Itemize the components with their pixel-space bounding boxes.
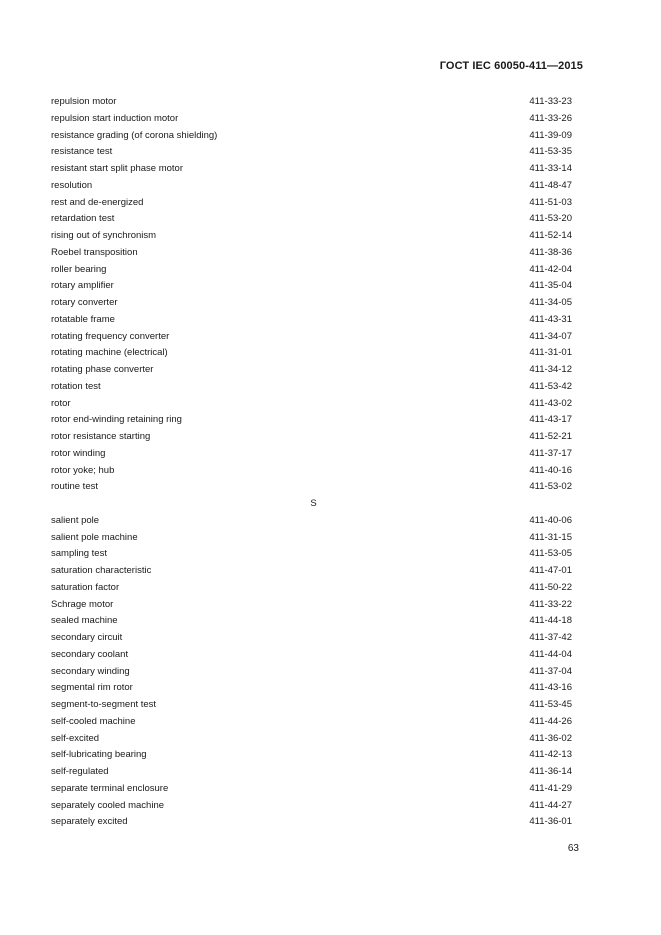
- index-term: separately cooled machine: [51, 799, 165, 811]
- index-entry: [51, 764, 572, 781]
- index-term: rest and de-energized: [51, 196, 144, 208]
- index-code: 411-34-07: [529, 330, 572, 342]
- index-term: retardation test: [51, 213, 115, 225]
- index-term: rotary amplifier: [51, 280, 114, 292]
- index-entry: [51, 630, 572, 647]
- index-code: 411-37-17: [529, 447, 572, 459]
- index-term: self-regulated: [51, 766, 109, 777]
- index-term: segmental rim rotor: [51, 682, 133, 694]
- index-code: 411-44-27: [529, 799, 572, 811]
- index-entry: [51, 379, 572, 396]
- index-entry: [51, 664, 572, 681]
- index-list: [51, 94, 572, 831]
- index-code: 411-38-36: [529, 246, 572, 258]
- index-code: 411-53-42: [529, 380, 572, 392]
- index-term: separate terminal enclosure: [51, 782, 169, 794]
- index-term: rotary converter: [51, 297, 118, 308]
- index-entry: [51, 446, 572, 463]
- index-term: self-cooled machine: [51, 715, 136, 727]
- index-entry: [51, 814, 572, 831]
- index-entry: [51, 731, 572, 748]
- index-section-r: [51, 94, 572, 496]
- index-code: 411-31-15: [529, 531, 572, 543]
- index-term: sampling test: [51, 548, 107, 560]
- index-term: rotating machine (electrical): [51, 347, 168, 359]
- index-term: Roebel transposition: [51, 246, 138, 258]
- index-term: rotor winding: [51, 447, 106, 459]
- index-code: 411-41-29: [529, 782, 572, 794]
- index-entry: [51, 329, 572, 346]
- index-term: saturation factor: [51, 581, 120, 593]
- index-entry: [51, 530, 572, 547]
- index-entry: [51, 362, 572, 379]
- index-entry: [51, 714, 572, 731]
- index-entry: [51, 513, 572, 530]
- index-code: 411-31-01: [529, 347, 572, 359]
- index-term: segment-to-segment test: [51, 699, 157, 710]
- index-code: 411-42-04: [529, 263, 572, 275]
- index-code: 411-33-26: [529, 112, 572, 124]
- index-entry: [51, 245, 572, 262]
- index-entry: [51, 228, 572, 245]
- index-entry: [51, 396, 572, 413]
- index-term: rotating phase converter: [51, 364, 154, 375]
- index-entry: [51, 781, 572, 798]
- index-entry: [51, 94, 572, 111]
- index-entry: [51, 278, 572, 295]
- index-code: 411-52-21: [529, 431, 572, 442]
- index-term: resistance test: [51, 146, 113, 158]
- index-term: repulsion start induction motor: [51, 112, 179, 124]
- index-code: 411-34-12: [529, 364, 572, 375]
- index-entry: [51, 161, 572, 178]
- index-code: 411-40-06: [529, 514, 572, 526]
- index-entry: [51, 295, 572, 312]
- index-code: 411-48-47: [529, 179, 572, 191]
- index-term: salient pole machine: [51, 531, 138, 543]
- index-code: 411-43-17: [529, 414, 572, 426]
- index-term: secondary winding: [51, 665, 130, 677]
- index-entry: [51, 798, 572, 815]
- index-code: 411-44-26: [529, 715, 572, 727]
- index-entry: [51, 412, 572, 429]
- index-entry: [51, 144, 572, 161]
- index-entry: [51, 312, 572, 329]
- index-entry: [51, 546, 572, 563]
- index-term: secondary circuit: [51, 632, 123, 643]
- index-term: resistant start split phase motor: [51, 163, 183, 174]
- index-entry: [51, 211, 572, 228]
- index-entry: [51, 111, 572, 128]
- index-term: resistance grading (of corona shielding): [51, 129, 218, 141]
- index-code: 411-44-04: [529, 648, 572, 660]
- index-term: rotor yoke; hub: [51, 464, 115, 476]
- index-term: rotation test: [51, 380, 101, 392]
- index-entry: [51, 580, 572, 597]
- index-code: 411-42-13: [529, 749, 572, 761]
- index-code: 411-43-02: [529, 397, 572, 409]
- index-term: roller bearing: [51, 263, 107, 275]
- index-code: 411-35-04: [529, 280, 572, 292]
- index-term: separately excited: [51, 816, 128, 828]
- index-term: rising out of synchronism: [51, 230, 157, 241]
- index-code: 411-33-23: [529, 96, 572, 107]
- index-code: 411-37-04: [529, 665, 572, 677]
- index-entry: [51, 680, 572, 697]
- index-code: 411-47-01: [529, 565, 572, 576]
- index-entry: [51, 613, 572, 630]
- index-term: routine test: [51, 481, 98, 493]
- index-code: 411-39-09: [529, 129, 572, 141]
- index-code: 411-40-16: [529, 464, 572, 476]
- index-code: 411-36-14: [529, 766, 572, 777]
- index-term: rotating frequency converter: [51, 330, 170, 342]
- index-term: self-excited: [51, 732, 100, 744]
- index-entry: [51, 479, 572, 496]
- index-code: 411-51-03: [529, 196, 572, 208]
- index-entry: [51, 647, 572, 664]
- index-code: 411-37-42: [529, 632, 572, 643]
- index-code: 411-53-35: [529, 146, 572, 158]
- index-code: 411-52-14: [529, 230, 572, 241]
- index-entry: [51, 563, 572, 580]
- index-entry: [51, 345, 572, 362]
- index-term: rotor: [51, 397, 71, 409]
- index-code: 411-43-31: [529, 313, 572, 325]
- index-term: self-lubricating bearing: [51, 749, 147, 761]
- index-entry: [51, 128, 572, 145]
- index-entry: [51, 262, 572, 279]
- index-code: 411-43-16: [529, 682, 572, 694]
- section-letter: S: [310, 498, 317, 509]
- index-code: 411-36-01: [529, 816, 572, 828]
- index-term: Schrage motor: [51, 598, 114, 610]
- index-entry: [51, 747, 572, 764]
- index-code: 411-53-05: [529, 548, 572, 560]
- index-term: rotatable frame: [51, 313, 115, 325]
- index-entry: [51, 195, 572, 212]
- document-header: ГОСТ IEC 60050-411—2015: [439, 60, 583, 72]
- index-term: sealed machine: [51, 615, 118, 627]
- index-code: 411-33-14: [529, 163, 572, 174]
- index-entry: [51, 178, 572, 195]
- index-code: 411-36-02: [529, 732, 572, 744]
- index-entry: [51, 429, 572, 446]
- index-code: 411-50-22: [529, 581, 572, 593]
- index-term: secondary coolant: [51, 648, 129, 660]
- index-code: 411-44-18: [529, 615, 572, 627]
- index-code: 411-53-02: [529, 481, 572, 493]
- index-entry: [51, 697, 572, 714]
- page-number: 63: [567, 843, 579, 854]
- index-term: resolution: [51, 179, 93, 191]
- index-code: 411-53-20: [529, 213, 572, 225]
- index-term: saturation characteristic: [51, 565, 152, 576]
- index-entry: [51, 463, 572, 480]
- index-section-s: [51, 513, 572, 831]
- index-term: rotor end-winding retaining ring: [51, 414, 182, 426]
- index-code: 411-33-22: [529, 598, 572, 610]
- index-term: rotor resistance starting: [51, 431, 151, 442]
- index-term: repulsion motor: [51, 96, 117, 107]
- index-term: salient pole: [51, 514, 100, 526]
- index-code: 411-34-05: [529, 297, 572, 308]
- index-entry: [51, 597, 572, 614]
- index-code: 411-53-45: [529, 699, 572, 710]
